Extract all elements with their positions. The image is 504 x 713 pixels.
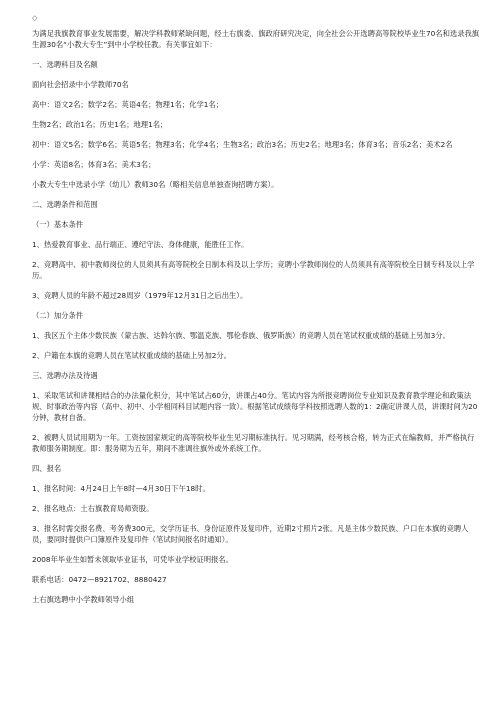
paragraph: 1、我区五个主体少数民族（蒙古族、达斡尔族、鄂温克族、鄂伦春族、俄罗斯族）的竞聘人员在笔试权重成绩的基础上另加3分。: [32, 331, 450, 340]
paragraph: 二、选聘条件和范围: [32, 200, 98, 209]
paragraph: 2、竞聘高中、初中教师岗位的人员须具有高等院校全日制本科及以上学历；竞聘小学教师岗位的人员须具有高等院校全日制专科及以上学历。: [32, 260, 475, 280]
document-body: [32, 28, 480, 605]
paragraph: 三、选聘办法及待遇: [32, 371, 98, 380]
paragraph: 2、报名地点：土右旗教育局师资股。: [32, 504, 154, 513]
paragraph: 为满足我旗教育事业发展需要，解决学科教师紧缺问题，经土右旗委、旗政府研究决定，向全社会公开选聘高等院校毕业生70名和选录我旗生源30名“小教大专生”到中小学校任教。有关事宜如下：: [32, 29, 480, 49]
paragraph: 3、竞聘人员的年龄不超过28周岁（1979年12月31日之后出生）。: [32, 291, 248, 300]
paragraph: （二）加分条件: [32, 311, 84, 320]
paragraph: 土右旗选聘中小学教师领导小组: [32, 595, 135, 604]
bullet-marker: ◇: [32, 14, 38, 22]
paragraph: 生物2名；政治1名；历史1名；地理1名；: [32, 120, 168, 129]
paragraph: 小学：英语8名；体育3名；美术3名；: [32, 160, 156, 169]
paragraph: 1、热爱教育事业、品行端正、遵纪守法、身体健康，能胜任工作。: [32, 240, 249, 249]
paragraph: 2008年毕业生如暂未领取毕业证书，可凭毕业学校证明报名。: [32, 555, 233, 564]
paragraph: 联系电话：0472—8921702、8880427: [32, 575, 167, 584]
paragraph: 面向社会招录中小学教师70名: [32, 80, 129, 89]
paragraph: 小教大专生中选录小学（幼儿）教师30名（略相关信息单独查询招聘方案）。: [32, 180, 279, 189]
paragraph: 四、报名: [32, 464, 62, 473]
paragraph: 一、选聘科目及名额: [32, 60, 98, 69]
paragraph: 高中：语文2名；数学2名；英语4名；物理1名；化学1名；: [32, 100, 224, 109]
paragraph: 2、被聘人员试用期为一年。工资按国家规定的高等院校毕业生见习期标准执行。见习期满，经考核合格，转为正式在编教师，并严格执行教师服务期制度。即：服务期为五年，期间不准调往旗外或外系统工作。: [32, 433, 475, 453]
paragraph: （一）基本条件: [32, 220, 84, 229]
paragraph: 1、报名时间：4月24日上午8时—4月30日下午18时。: [32, 484, 210, 493]
paragraph: 3、报名时需交报名费、考务费300元，交学历证书、身份证原件及复印件，近期2寸照片2张。凡是主体少数民族、户口在本旗的竞聘人员，要同时提供户口簿原件及复印件（笔试时间报名时通知）。: [32, 524, 469, 544]
paragraph: 2、户籍在本旗的竞聘人员在笔试权重成绩的基础上另加2分。: [32, 351, 232, 360]
paragraph: 1、采取笔试和讲课相结合的办法量化积分，其中笔试占60分，讲课占40分。笔试内容为所报竞聘岗位专业知识及教育教学理论和政策法规、时事政治等内容（高中、初中、小学相同科目试题内容一致）。根据笔试成绩每学科按照选聘人数的1：2确定讲课人员，讲课时间为20分钟，教材自备。: [32, 391, 478, 422]
paragraph: 初中：语文5名；数学6名；英语5名；物理3名；化学4名；生物3名；政治3名；历史2名；地理3名；体育3名；音乐2名；美术2名: [32, 140, 453, 149]
